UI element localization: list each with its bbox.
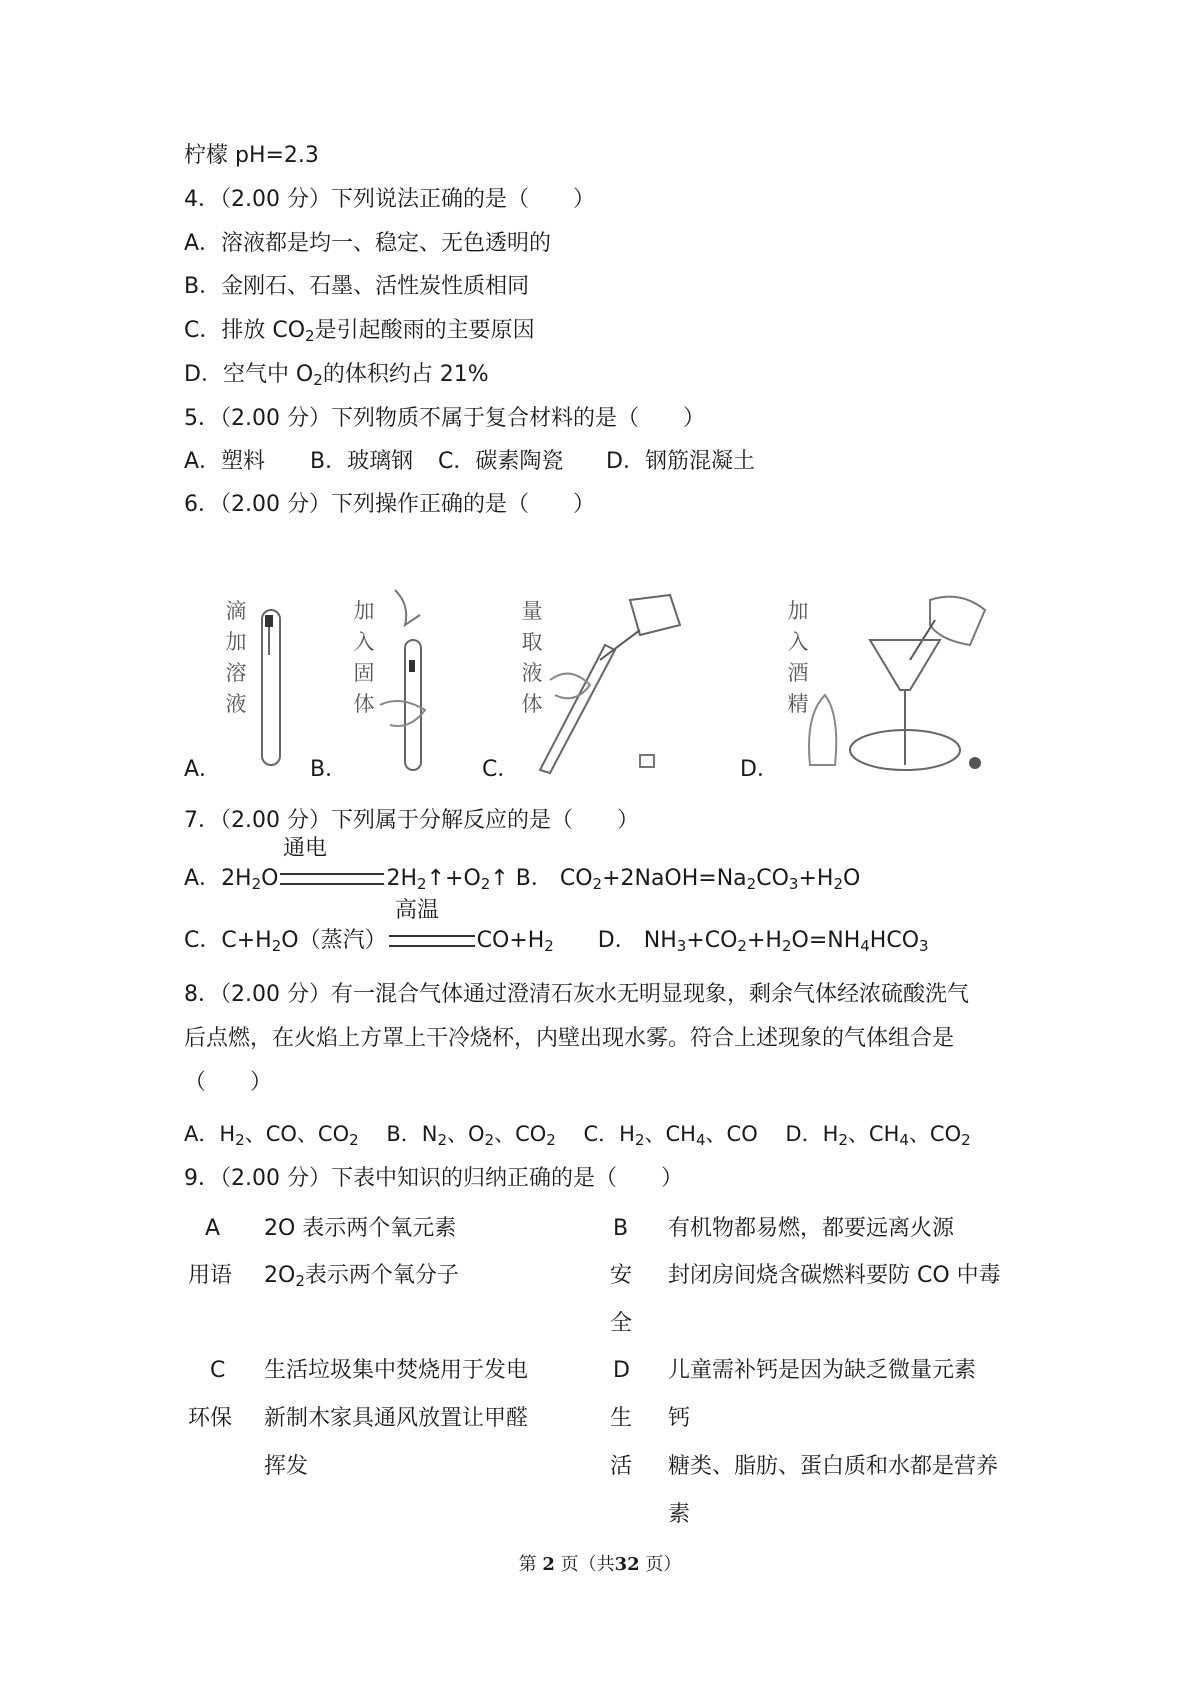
q7-c-label: C．C+H xyxy=(184,928,272,953)
q9-d-line4: 素 xyxy=(668,1502,691,1527)
footer-page-number: 2 xyxy=(542,1554,555,1575)
q4-c-pre: C．排放 CO xyxy=(184,318,306,343)
footer-total-pages: 32 xyxy=(614,1554,640,1575)
intro-line: 柠檬 pH=2.3 xyxy=(184,143,319,168)
q6-label-b: B． xyxy=(310,757,348,782)
q5-option-c: C．碳素陶瓷 xyxy=(438,449,564,474)
q8-stem-line2: 后点燃，在火焰上方罩上干冷烧杯，内壁出现水雾。符合上述现象的气体组合是 xyxy=(184,1026,955,1051)
figure-a-caption: 滴加溶液 xyxy=(225,599,247,716)
q7-a-label: A． xyxy=(184,866,222,891)
figure-d-caption: 加入酒精 xyxy=(787,599,809,716)
q5-option-b: B．玻璃钢 xyxy=(310,449,414,474)
q9-b-letter: B xyxy=(613,1216,629,1241)
q5-stem: 5．（2.00 分）下列物质不属于复合材料的是（ ） xyxy=(184,406,705,431)
q9-d-line3: 糖类、脂肪、蛋白质和水都是营养 xyxy=(668,1454,999,1479)
q6-label-d: D． xyxy=(740,757,779,782)
q5-option-d: D．钢筋混凝土 xyxy=(606,449,755,474)
q9-stem: 9．（2.00 分）下表中知识的归纳正确的是（ ） xyxy=(184,1166,683,1191)
q7-c-right: CO+H xyxy=(476,928,545,953)
q7-stem: 7．（2.00 分）下列属于分解反应的是（ ） xyxy=(184,808,639,833)
footer-mid: 页（共 xyxy=(560,1554,615,1575)
q7-b-label: B． xyxy=(515,866,553,891)
q6-label-a: A． xyxy=(184,757,222,782)
figure-b-caption: 加入固体 xyxy=(353,599,375,716)
q9-a-title: 用语 xyxy=(188,1263,233,1288)
q7-c-mid: O（蒸汽） xyxy=(281,928,387,953)
q6-label-c: C． xyxy=(482,757,520,782)
figure-d-drawing xyxy=(790,585,1000,780)
q9-a-line2-post: 表示两个氧分子 xyxy=(304,1263,459,1288)
q9-b-title-1: 安 xyxy=(610,1263,633,1288)
q7-option-a: A．$2H_2O$ $2H_2↑+O_2↑$ B． $CO_2+2NaOH=Na_2CO_3+H_2O$ xyxy=(184,866,861,893)
q4-d-pre: D．空气中 O xyxy=(184,362,314,387)
q4-c-sub: 2 xyxy=(305,327,315,345)
q5-option-a: A．塑料 xyxy=(184,449,266,474)
q9-a-line1: 2O 表示两个氧元素 xyxy=(264,1216,457,1241)
q9-b-line1: 有机物都易燃，都要远离火源 xyxy=(668,1216,955,1241)
figure-c-drawing xyxy=(520,585,700,780)
q4-option-d xyxy=(184,360,489,390)
q9-a-line2: $2O_2$表示两个氧分子 xyxy=(264,1263,459,1290)
footer-pre: 第 xyxy=(518,1554,537,1575)
q9-d-letter: D xyxy=(613,1358,630,1383)
page-footer xyxy=(0,1550,1200,1576)
q4-option-b: B．金刚石、石墨、活性炭性质相同 xyxy=(184,274,530,299)
q9-c-line1: 生活垃圾集中焚烧用于发电 xyxy=(264,1358,529,1383)
q4-option-c xyxy=(184,316,535,346)
q7-condition-c: 高温 xyxy=(395,898,440,923)
q4-option-a: A．溶液都是均一、稳定、无色透明的 xyxy=(184,231,552,256)
q7-c-arrow xyxy=(389,935,475,947)
q9-c-line2: 新制木家具通风放置让甲醛 xyxy=(264,1406,529,1431)
q9-a-line2-pre: 2O xyxy=(264,1263,296,1288)
q9-d-title-1: 生 xyxy=(610,1406,633,1431)
q8-options: A．$H_2$、CO、$CO_2$ B．$N_2$、$O_2$、$CO_2$ C．$H_2$、$CH_4$、CO D．$H_2$、$CH_4$、$CO_2$ xyxy=(184,1122,971,1149)
q9-d-title-2: 活 xyxy=(610,1454,633,1479)
figure-c-caption: 量取液体 xyxy=(521,599,543,716)
q9-c-letter: C xyxy=(210,1358,226,1383)
q9-d-line2: 钙 xyxy=(668,1406,691,1431)
q4-c-post: 是引起酸雨的主要原因 xyxy=(314,318,535,343)
q9-c-line3: 挥发 xyxy=(264,1454,309,1479)
figure-c-measure xyxy=(520,585,700,780)
q9-a-letter: A xyxy=(205,1216,221,1241)
q6-stem: 6．（2.00 分）下列操作正确的是（ ） xyxy=(184,492,595,517)
q9-c-title: 环保 xyxy=(188,1406,233,1431)
q7-a-arrow xyxy=(280,873,384,885)
q4-stem: 4．（2.00 分）下列说法正确的是（ ） xyxy=(184,187,595,212)
q4-d-sub: 2 xyxy=(313,371,323,389)
footer-post: 页） xyxy=(645,1554,682,1575)
q7-option-c: C．$C+H_2O$（蒸汽） $CO+H_2$ D． $NH_3+CO_2+H_2O=NH_4HCO_3$ xyxy=(184,928,929,955)
q7-condition-a: 通电 xyxy=(283,836,328,861)
figure-d-alcohol xyxy=(790,585,1000,780)
q9-d-line1: 儿童需补钙是因为缺乏微量元素 xyxy=(668,1358,977,1383)
q4-d-post: 的体积约占 21% xyxy=(322,362,489,387)
q8-stem-line1: 8．（2.00 分）有一混合气体通过澄清石灰水无明显现象，剩余气体经浓硫酸洗气 xyxy=(184,982,969,1007)
q9-b-title-2: 全 xyxy=(610,1311,633,1336)
q9-b-line2: 封闭房间烧含碳燃料要防 CO 中毒 xyxy=(668,1263,1001,1288)
q8-stem-line3: （ ） xyxy=(184,1070,273,1095)
q7-d-label: D． xyxy=(597,928,637,953)
